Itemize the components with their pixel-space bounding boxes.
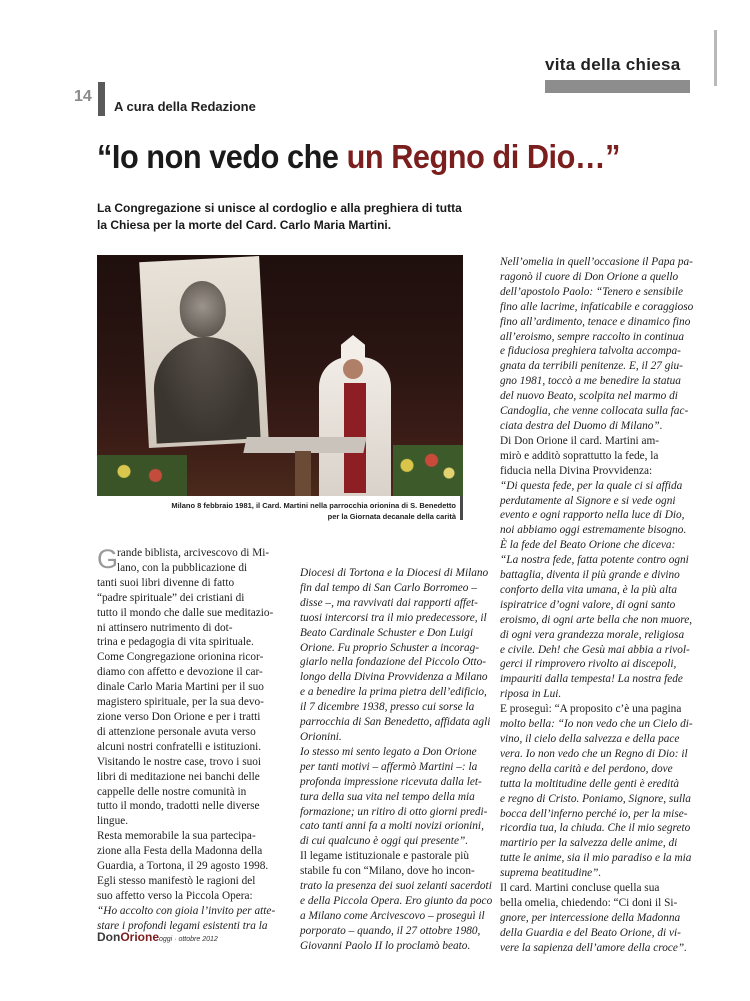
text-line: eroismo, di ogni arte bella che non muore, xyxy=(500,613,693,626)
text-line: longo della Divina Provvidenza a Milano xyxy=(300,671,488,684)
text-line: gerci il rimprovero rivolto ai discepoli, xyxy=(500,658,677,671)
text-line: del nuovo Beato, scolpita nel marmo di xyxy=(500,390,678,403)
article-column-2 xyxy=(300,566,493,954)
text-line: vere la sapienza dell’amore della croce”. xyxy=(500,941,687,954)
text-line: lano, con la pubblicazione di xyxy=(117,561,248,574)
text-line: e regno di Cristo. Poniamo, Signore, sulla xyxy=(500,792,691,805)
text-line: e della Piccola Opera. Ero giunto da poco xyxy=(300,894,493,907)
deck-line: La Congregazione si unisce al cordoglio e alla preghiera di tutta xyxy=(97,201,462,215)
flowers xyxy=(393,445,463,496)
text-line: gnore, per intercessione della Madonna xyxy=(500,911,681,924)
caption-bar xyxy=(460,496,463,520)
page-number: 14 xyxy=(74,88,92,105)
byline-bar xyxy=(98,82,105,116)
text-line: alcuni nostri confratelli e istituzioni. xyxy=(97,740,262,753)
text-line: Nell’omelia in quell’occasione il Papa pa- xyxy=(500,256,693,268)
article-photo xyxy=(97,255,463,496)
text-line: Il legame istituzionale e pastorale più xyxy=(300,850,470,863)
text-line: “padre spirituale” dei cristiani di xyxy=(97,591,245,604)
text-line: Orionini. xyxy=(300,730,342,743)
text-line: molto bella: “Io non vedo che un Cielo di- xyxy=(500,718,693,731)
text-line: evento e ogni rapporto nella luce di Dio, xyxy=(500,509,685,522)
text-line: tutta la moltitudine delle genti è eredità xyxy=(500,777,680,790)
text-line: ricordia tua, la chiuda. Che il mio segreto xyxy=(500,822,691,835)
text-line: rande biblista, arcivescovo di Mi- xyxy=(117,547,270,559)
headline-part2: un Regno di Dio…” xyxy=(346,138,620,175)
text-line: “La nostra fede, fatta potente contro ogni xyxy=(500,554,689,567)
text-line: Diocesi di Tortona e la Diocesi di Milano xyxy=(300,567,489,579)
text-line: Come Congregazione orionina ricor- xyxy=(97,651,264,664)
brand-orione: Orione xyxy=(120,930,159,944)
article-column-1 xyxy=(97,546,279,934)
text-line: Beato Cardinale Schuster e Don Luigi xyxy=(300,626,474,639)
text-line: magistero spirituale, per la sua devo- xyxy=(97,696,264,709)
text-line: parrocchia di San Benedetto, affidata agli xyxy=(300,716,491,729)
text-line: porporato – quando, il 27 ottobre 1980, xyxy=(300,924,481,937)
text-line: Candoglia, che venne collocata sulla fac- xyxy=(500,405,689,418)
text-line: suo affetto verso la Piccola Opera: xyxy=(97,889,253,902)
text-line: fiducia nella Divina Provvidenza: xyxy=(500,464,653,477)
text-line: cappelle delle nostre comunità in xyxy=(97,785,247,798)
text-line: e civile. Deh! che Gesù mai abbia a rivol- xyxy=(500,643,690,656)
text-line: ispiratrice d’ogni valore, di ogni santo xyxy=(500,598,676,611)
text-line: zione alla Festa della Madonna della xyxy=(97,845,263,858)
text-line: martirio per la salvezza delle anime, di xyxy=(500,837,678,850)
text-line: dell’apostolo Paolo: “Tenero e sensibile xyxy=(500,285,684,298)
text-line: vera. Io non vedo che un Regno di Dio: il xyxy=(500,747,688,760)
text-line: mirò e additò soprattutto la fede, la xyxy=(500,449,659,462)
text-line: vino, il cielo della salvezza e della pace xyxy=(500,733,680,745)
text-line: e a benedire la prima pietra dell’edificio, xyxy=(300,686,487,699)
portrait-banner xyxy=(139,256,269,448)
headline-part1: “Io non vedo che xyxy=(97,138,347,175)
text-line: libri di meditazione nei banchi delle xyxy=(97,770,260,783)
byline: A cura della Redazione xyxy=(114,99,256,114)
text-line: di attenzione personale avuta verso xyxy=(97,725,256,738)
text-line: impauriti dalla tempesta! La nostra fede xyxy=(500,673,683,686)
text-line: tutte le anime, sia il mio paradiso e la mia xyxy=(500,852,692,865)
text-line: giarlo nella fondazione del Piccolo Otto- xyxy=(300,656,487,669)
text-line: bella omelia, chiedendo: “Ci doni il Si- xyxy=(500,896,678,909)
photo-caption xyxy=(120,500,456,522)
text-line: di cui qualcuno è oggi qui presente”. xyxy=(300,835,469,848)
text-line: cato tanti anni fa a molti novizi orionini, xyxy=(300,820,484,833)
text-line: perdutamente al Signore e si vede ogni xyxy=(500,494,676,507)
text-line: zione verso Don Orione e per i tratti xyxy=(97,710,261,723)
text-line: battaglia, diventa il più grande e divino xyxy=(500,569,680,582)
text-line: formazione; un ritiro di otto giorni predi- xyxy=(300,805,488,818)
text-line: fino alle lacrime, infaticabile e coraggioso xyxy=(500,300,694,313)
text-line: di ogni vera grandezza morale, religiosa xyxy=(500,628,685,641)
deck xyxy=(97,200,497,234)
text-line: Giovanni Paolo II lo proclamò beato. xyxy=(300,939,471,952)
text-line: suprema beatitudine”. xyxy=(500,867,602,880)
text-line: e fiduciosa preghiera talvolta accompa- xyxy=(500,345,681,358)
brand-don: Don xyxy=(97,930,121,944)
text-line: Il card. Martini concluse quella sua xyxy=(500,882,660,895)
caption-line: Milano 8 febbraio 1981, il Card. Martini nella parrocchia orionina di S. Benedetto xyxy=(171,501,456,510)
text-line: regno della carità e del perdono, dove xyxy=(500,762,673,775)
text-line: lingue. xyxy=(97,815,129,828)
text-line: tura della sua vita nel tempo della mia xyxy=(300,790,475,803)
text-line: diamo con affetto e devozione il car- xyxy=(97,666,263,679)
headline xyxy=(97,138,655,176)
text-line: tuosi intercorsi tra il mio predecessore, il xyxy=(300,611,487,624)
section-bar xyxy=(545,80,690,93)
text-line: Io stesso mi sento legato a Don Orione xyxy=(300,745,477,758)
text-line: stare i profondi legami esistenti tra la xyxy=(97,919,268,932)
text-line: il 7 dicembre 1938, presso cui sorse la xyxy=(300,701,475,714)
text-line: gnata da terribili penitenze. E, il 27 giu- xyxy=(500,360,683,373)
text-line: Egli stesso manifestò le ragioni del xyxy=(97,874,256,887)
top-rule xyxy=(714,30,717,86)
text-line: Visitando le nostre case, trovo i suoi xyxy=(97,755,262,768)
text-line: fino all’ardimento, tenace e dinamico fino xyxy=(500,315,691,328)
text-line: riposa in Lui. xyxy=(500,688,562,701)
text-line: fin dal tempo di San Carlo Borromeo – xyxy=(300,581,477,594)
caption-line: per la Giornata decanale della carità xyxy=(327,512,456,521)
text-line: trato la presenza dei suoi zelanti sacerdoti xyxy=(300,880,492,893)
text-line: all’eroismo, sempre raccolto in continua xyxy=(500,330,684,343)
text-line: tutto il mondo che dalle sue meditazio- xyxy=(97,606,274,619)
deck-line: la Chiesa per la morte del Card. Carlo Maria Martini. xyxy=(97,218,392,232)
text-line: Resta memorabile la sua partecipa- xyxy=(97,830,256,843)
text-line: trina e pedagogia di vita spirituale. xyxy=(97,636,254,649)
text-line: “Ho accolto con gioia l’invito per atte- xyxy=(97,904,276,917)
footer-brand xyxy=(97,930,218,944)
text-line: dinale Carlo Maria Martini per il suo xyxy=(97,681,264,694)
text-line: stabile fu con “Milano, dove ho incon- xyxy=(300,865,475,878)
text-line: gno 1981, toccò a me benedire la statua xyxy=(500,375,681,388)
text-line: Guardia, a Tortona, il 29 agosto 1998. xyxy=(97,860,269,873)
text-line: ciata destra del Duomo di Milano”. xyxy=(500,419,663,432)
text-line: tanti suoi libri divenne di fatto xyxy=(97,576,235,589)
text-line: ni attinsero nutrimento di dot- xyxy=(97,621,233,634)
text-line: E proseguì: “A proposito c’è una pagina xyxy=(500,703,682,716)
text-line: tutto il mondo, tradotti nelle diverse xyxy=(97,800,260,813)
section-label: vita della chiesa xyxy=(545,55,681,74)
text-line: a Milano come Arcivescovo – proseguì il xyxy=(300,909,485,922)
text-line: noi abbiamo oggi estremamente bisogno. xyxy=(500,524,687,537)
text-line: Di Don Orione il card. Martini am- xyxy=(500,434,660,447)
text-line: per tanti motivi – affermò Martini –: la xyxy=(300,760,478,773)
text-line: Orione. Fu proprio Schuster a incorag- xyxy=(300,641,480,654)
text-line: della Guardia e del Beato Orione, di vi- xyxy=(500,926,681,939)
article-column-3 xyxy=(500,255,694,956)
issue-date: oggi · ottobre 2012 xyxy=(159,936,218,943)
drop-cap: G xyxy=(97,544,119,574)
text-line: bocca dell’inferno perché io, per la mise- xyxy=(500,807,688,820)
text-line: È la fede del Beato Orione che diceva: xyxy=(500,539,676,552)
text-line: ragonò il cuore di Don Orione a quello xyxy=(500,270,679,283)
text-line: “Di questa fede, per la quale ci si affida xyxy=(500,479,683,492)
text-line: profonda impressione ricevuta dalla let- xyxy=(300,775,482,788)
text-line: conforto della vita umana, è la più alta xyxy=(500,583,677,596)
text-line: disse –, ma ravvivati dai rapporti affet- xyxy=(300,596,478,609)
